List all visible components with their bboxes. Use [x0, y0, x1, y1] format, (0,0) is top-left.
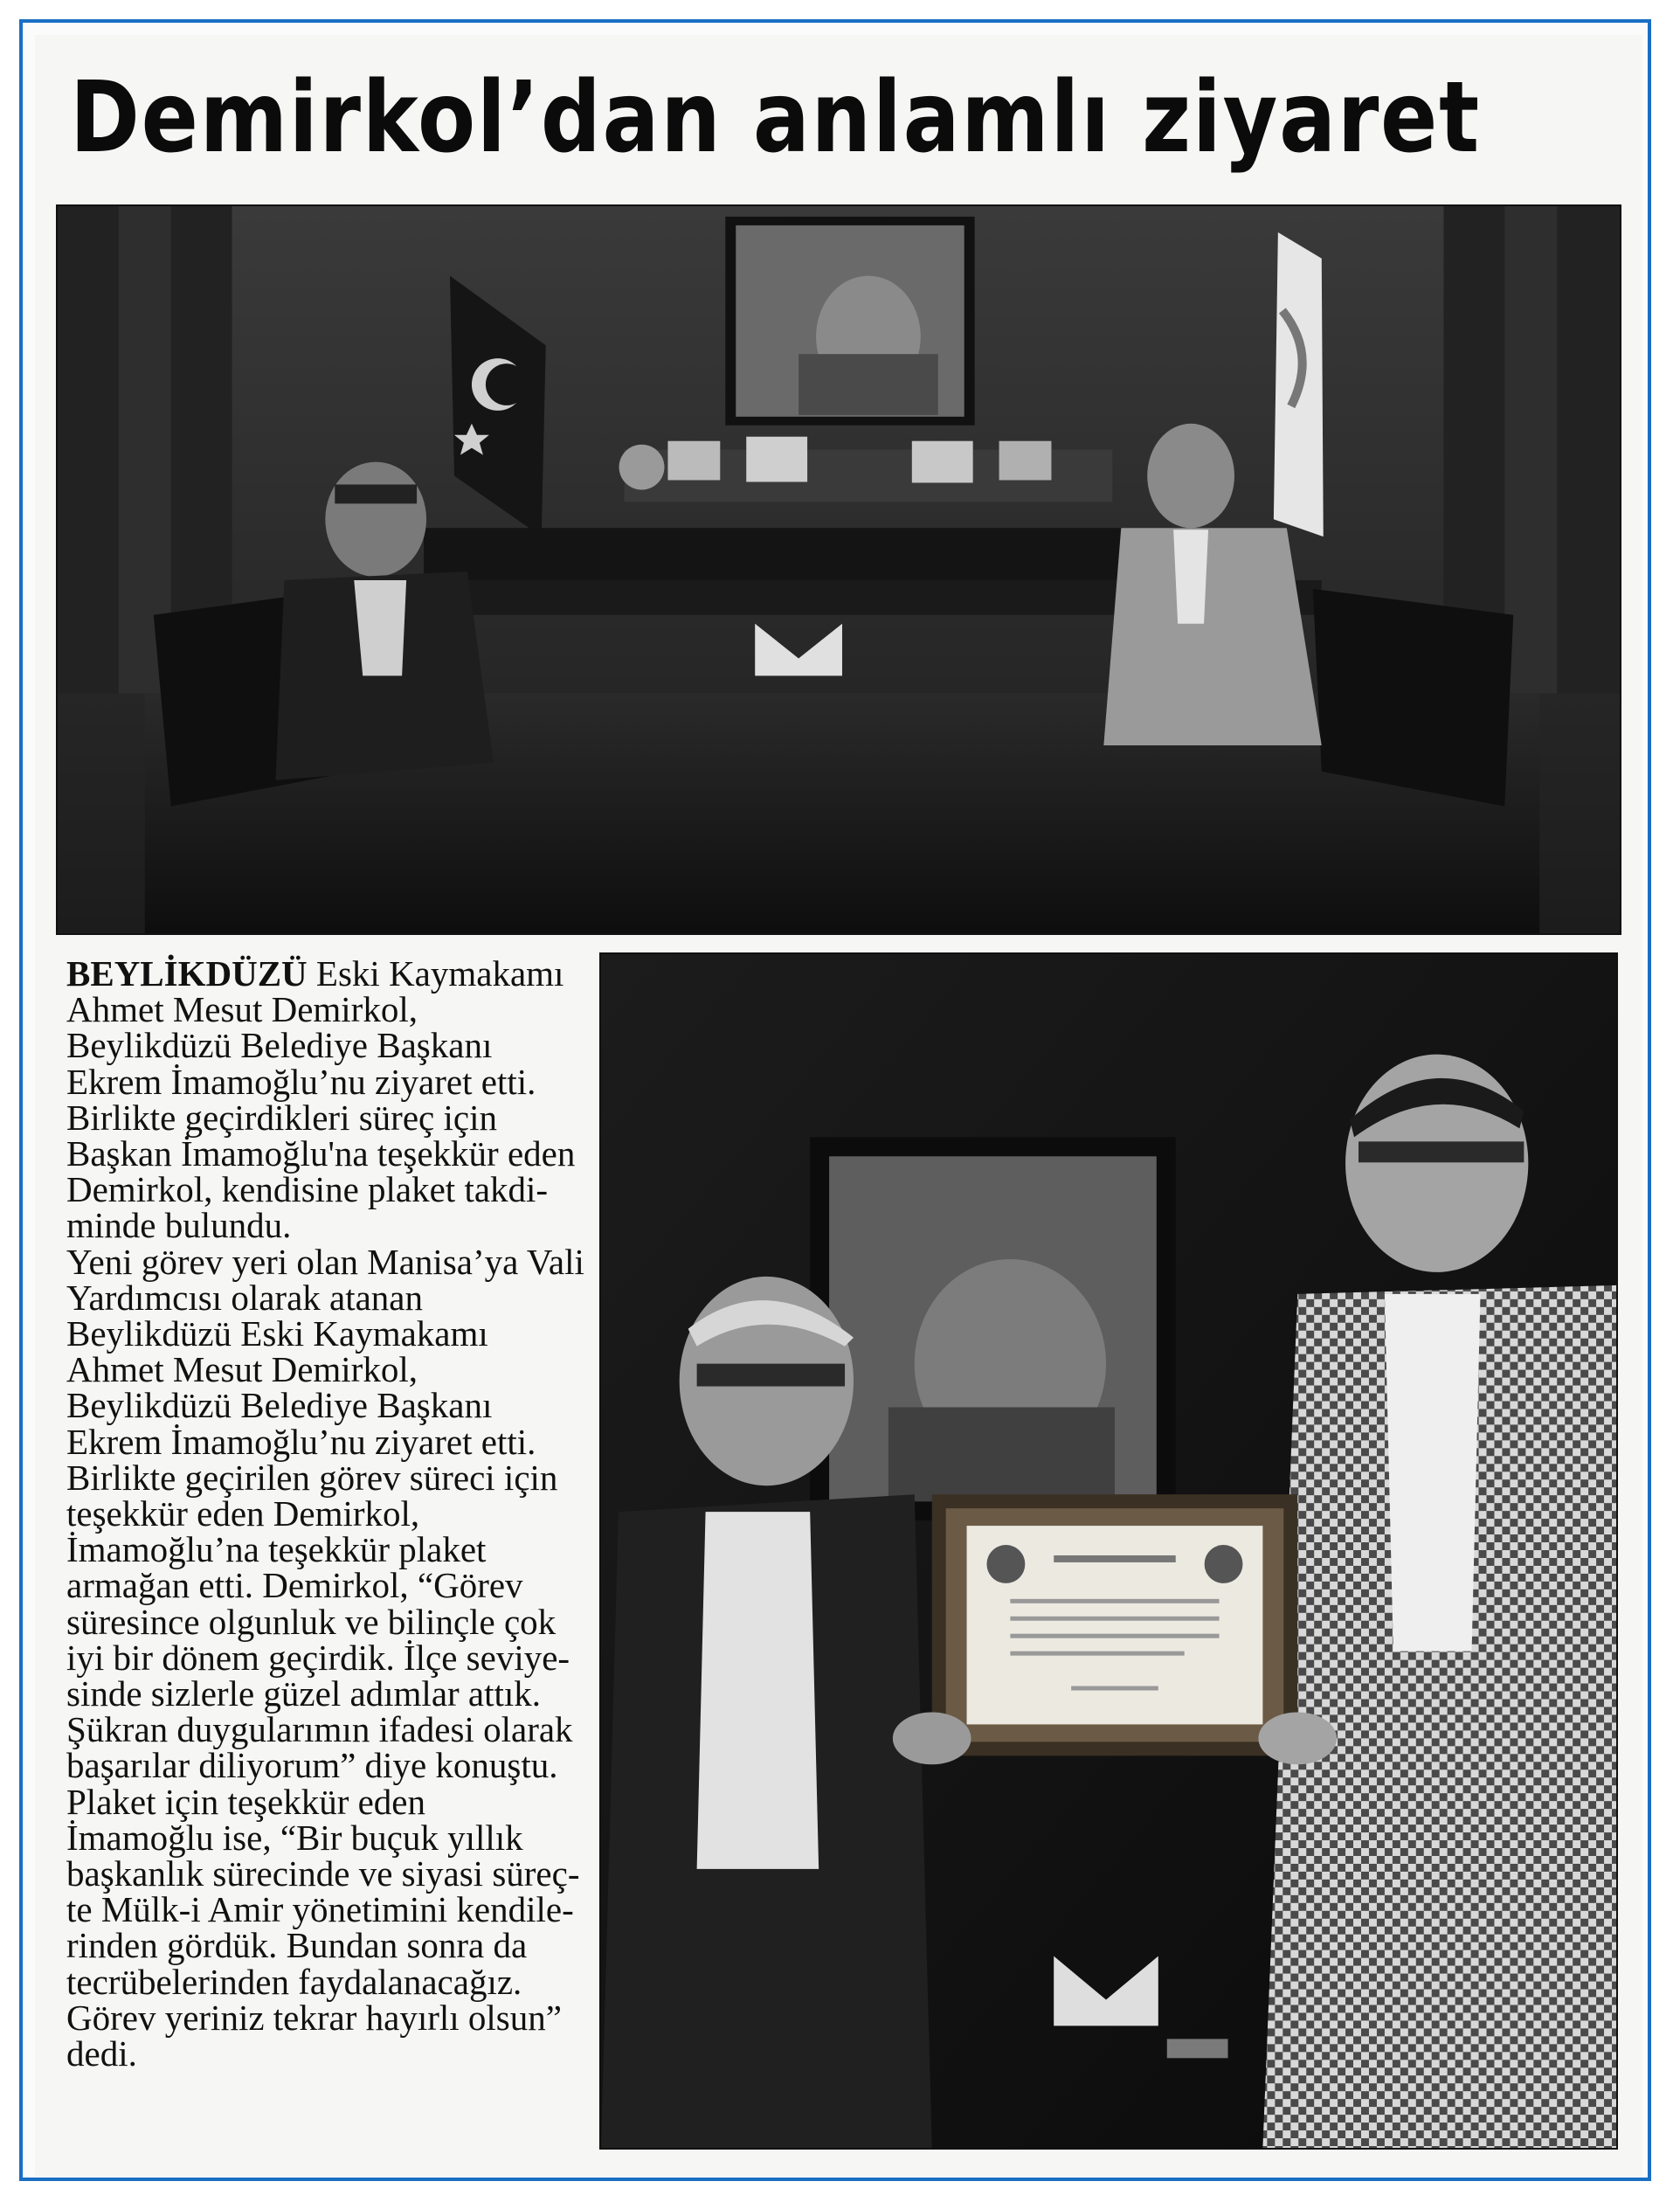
- article-line: Birlikte geçirdikleri süreç için: [66, 1097, 497, 1138]
- photo-plaque-presentation: [599, 952, 1618, 2150]
- headline: Demirkol’dan anlamlı ziyaret: [70, 61, 1481, 175]
- article-line: Birlikte geçirilen görev süreci için: [66, 1457, 558, 1498]
- article-line: teşekkür eden Demirkol,: [66, 1493, 420, 1534]
- article-line: Ekrem İmamoğlu’nu ziyaret etti.: [66, 1421, 536, 1462]
- article-line: tecrübelerinden faydalanacağız.: [66, 1961, 522, 2002]
- article-line: rinden gördük. Bundan sonra da: [66, 1925, 528, 1966]
- article-line: Ahmet Mesut Demirkol,: [66, 989, 418, 1030]
- article-line: başarılar diliyorum” diye konuştu.: [66, 1745, 558, 1786]
- article-line: iyi bir dönem geçirdik. İlçe seviye-: [66, 1637, 570, 1678]
- article-line: başkanlık sürecinde ve siyasi süreç-: [66, 1853, 580, 1894]
- article-line: Beylikdüzü Belediye Başkanı: [66, 1025, 493, 1066]
- article-line-0: BEYLİKDÜZÜ Eski Kaymakamı: [66, 953, 564, 994]
- dateline: BEYLİKDÜZÜ: [66, 953, 308, 994]
- article-line: Yardımcısı olarak atanan: [66, 1277, 423, 1318]
- article-line: dedi.: [66, 2033, 137, 2074]
- article-line: Beylikdüzü Eski Kaymakamı: [66, 1313, 488, 1354]
- article-line: Başkan İmamoğlu'na teşekkür eden: [66, 1133, 576, 1174]
- article-line: armağan etti. Demirkol, “Görev: [66, 1565, 523, 1606]
- photo-office-meeting: [56, 204, 1621, 935]
- article-line: sinde sizlerle güzel adımlar attık.: [66, 1673, 542, 1714]
- article-line: minde bulundu.: [66, 1205, 292, 1246]
- article-line: Demirkol, kendisine plaket takdi-: [66, 1169, 549, 1210]
- article-line: süresince olgunluk ve bilinçle çok: [66, 1601, 557, 1642]
- article-line: Şükran duygularımın ifadesi olarak: [66, 1709, 573, 1750]
- article-text: [66, 953, 591, 2074]
- article-line: Yeni görev yeri olan Manisa’ya Vali: [66, 1241, 584, 1282]
- article-line: İmamoğlu’na teşekkür plaket: [66, 1529, 487, 1570]
- article-line: Ekrem İmamoğlu’nu ziyaret etti.: [66, 1061, 536, 1102]
- article-line: Beylikdüzü Belediye Başkanı: [66, 1385, 493, 1426]
- article-line: te Mülk-i Amir yönetimini kendile-: [66, 1889, 574, 1930]
- article-line: İmamoğlu ise, “Bir buçuk yıllık: [66, 1817, 523, 1858]
- article-line: Plaket için teşekkür eden: [66, 1781, 426, 1822]
- article-line: Görev yeriniz tekrar hayırlı olsun”: [66, 1997, 562, 2038]
- article-line: Ahmet Mesut Demirkol,: [66, 1349, 418, 1390]
